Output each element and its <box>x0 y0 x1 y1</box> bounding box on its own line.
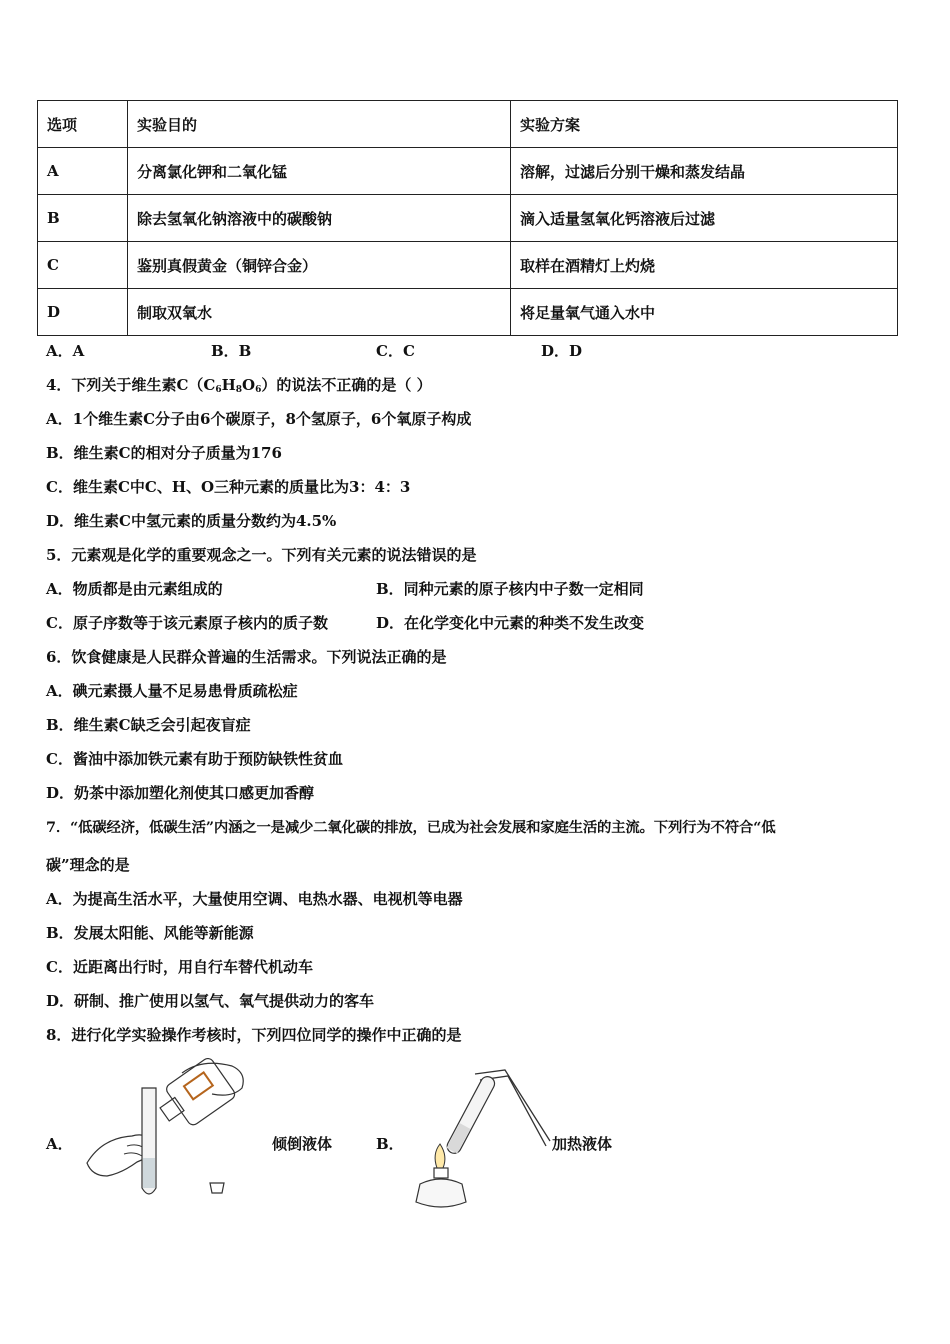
table-row <box>38 289 898 336</box>
row-plan: 溶解，过滤后分别干燥和蒸发结晶 <box>511 148 898 195</box>
q4-sub-h: 8 <box>235 385 243 395</box>
q8-option-b-caption: 加热液体 <box>552 1135 613 1153</box>
header-purpose: 实验目的 <box>128 101 511 148</box>
q4-stem-post: ）的说法不正确的是（ ） <box>261 376 432 394</box>
row-purpose: 鉴别真假黄金（铜锌合金） <box>128 242 511 289</box>
q6-option-d: D．奶茶中添加塑化剂使其口感更加香醇 <box>46 784 315 802</box>
q3-option-d: D．D <box>541 342 583 360</box>
q4-option-d: D．维生素C中氢元素的质量分数约为4.5% <box>46 512 337 530</box>
q7-stem-line1: 7．“低碳经济，低碳生活”内涵之一是减少二氧化碳的排放，已成为社会发展和家庭生活的主流。下列行为不符合“低 <box>46 819 776 836</box>
q7-option-b: B．发展太阳能、风能等新能源 <box>46 924 254 942</box>
q7-stem-line2: 碳”理念的是 <box>46 856 130 874</box>
experiment-table <box>37 100 898 336</box>
q6-option-c: C．酱油中添加铁元素有助于预防缺铁性贫血 <box>46 750 343 768</box>
q4-h: H <box>221 376 236 394</box>
row-purpose: 制取双氧水 <box>128 289 511 336</box>
q7-option-a: A．为提高生活水平，大量使用空调、电热水器、电视机等电器 <box>46 890 463 908</box>
q8-stem: 8．进行化学实验操作考核时，下列四位同学的操作中正确的是 <box>46 1026 462 1044</box>
row-plan: 取样在酒精灯上灼烧 <box>511 242 898 289</box>
q3-option-a: A．A <box>46 342 85 360</box>
q7-option-d: D．研制、推广使用以氢气、氧气提供动力的客车 <box>46 992 375 1010</box>
q4-sub-c: 6 <box>215 385 222 395</box>
row-purpose: 分离氯化钾和二氧化锰 <box>128 148 511 195</box>
row-option: B <box>38 195 128 242</box>
q3-option-b: B．B <box>211 342 252 360</box>
row-option: A <box>38 148 128 195</box>
q8-option-a-label: A． <box>46 1135 73 1153</box>
q5-option-a: A．物质都是由元素组成的 <box>46 580 223 598</box>
q7-option-c: C．近距离出行时，用自行车替代机动车 <box>46 958 313 976</box>
q4-o: O <box>242 376 256 394</box>
pour-liquid-illustration <box>82 1058 257 1208</box>
row-plan: 将足量氧气通入水中 <box>511 289 898 336</box>
q4-option-c: C．维生素C中C、H、O三种元素的质量比为3：4：3 <box>46 478 411 496</box>
row-option: C <box>38 242 128 289</box>
table-row <box>38 242 898 289</box>
q6-option-a: A．碘元素摄人量不足易患骨质疏松症 <box>46 682 298 700</box>
q8-option-a-caption: 倾倒液体 <box>272 1135 333 1153</box>
heat-liquid-illustration <box>410 1066 555 1216</box>
table-row <box>38 148 898 195</box>
q8-option-b-label: B． <box>376 1135 404 1153</box>
q5-stem: 5．元素观是化学的重要观念之一。下列有关元素的说法错误的是 <box>46 546 477 564</box>
q4-option-b: B．维生素C的相对分子质量为176 <box>46 444 282 462</box>
row-purpose: 除去氢氧化钠溶液中的碳酸钠 <box>128 195 511 242</box>
header-option: 选项 <box>38 101 128 148</box>
header-plan: 实验方案 <box>511 101 898 148</box>
q4-option-a: A．1个维生素C分子由6个碳原子，8个氢原子，6个氧原子构成 <box>46 410 472 428</box>
q6-option-b: B．维生素C缺乏会引起夜盲症 <box>46 716 251 734</box>
row-option: D <box>38 289 128 336</box>
q5-option-b: B．同种元素的原子核内中子数一定相同 <box>376 580 644 598</box>
q3-option-c: C．C <box>376 342 415 360</box>
q6-stem: 6．饮食健康是人民群众普遍的生活需求。下列说法正确的是 <box>46 648 447 666</box>
table-header-row <box>38 101 898 148</box>
row-plan: 滴入适量氢氧化钙溶液后过滤 <box>511 195 898 242</box>
q4-stem-pre: 4．下列关于维生素C（C <box>46 376 216 394</box>
q4-stem <box>46 375 432 400</box>
q5-option-c: C．原子序数等于该元素原子核内的质子数 <box>46 614 328 632</box>
q4-sub-o: 6 <box>255 385 262 395</box>
q5-option-d: D．在化学变化中元素的种类不发生改变 <box>376 614 645 632</box>
table-row <box>38 195 898 242</box>
